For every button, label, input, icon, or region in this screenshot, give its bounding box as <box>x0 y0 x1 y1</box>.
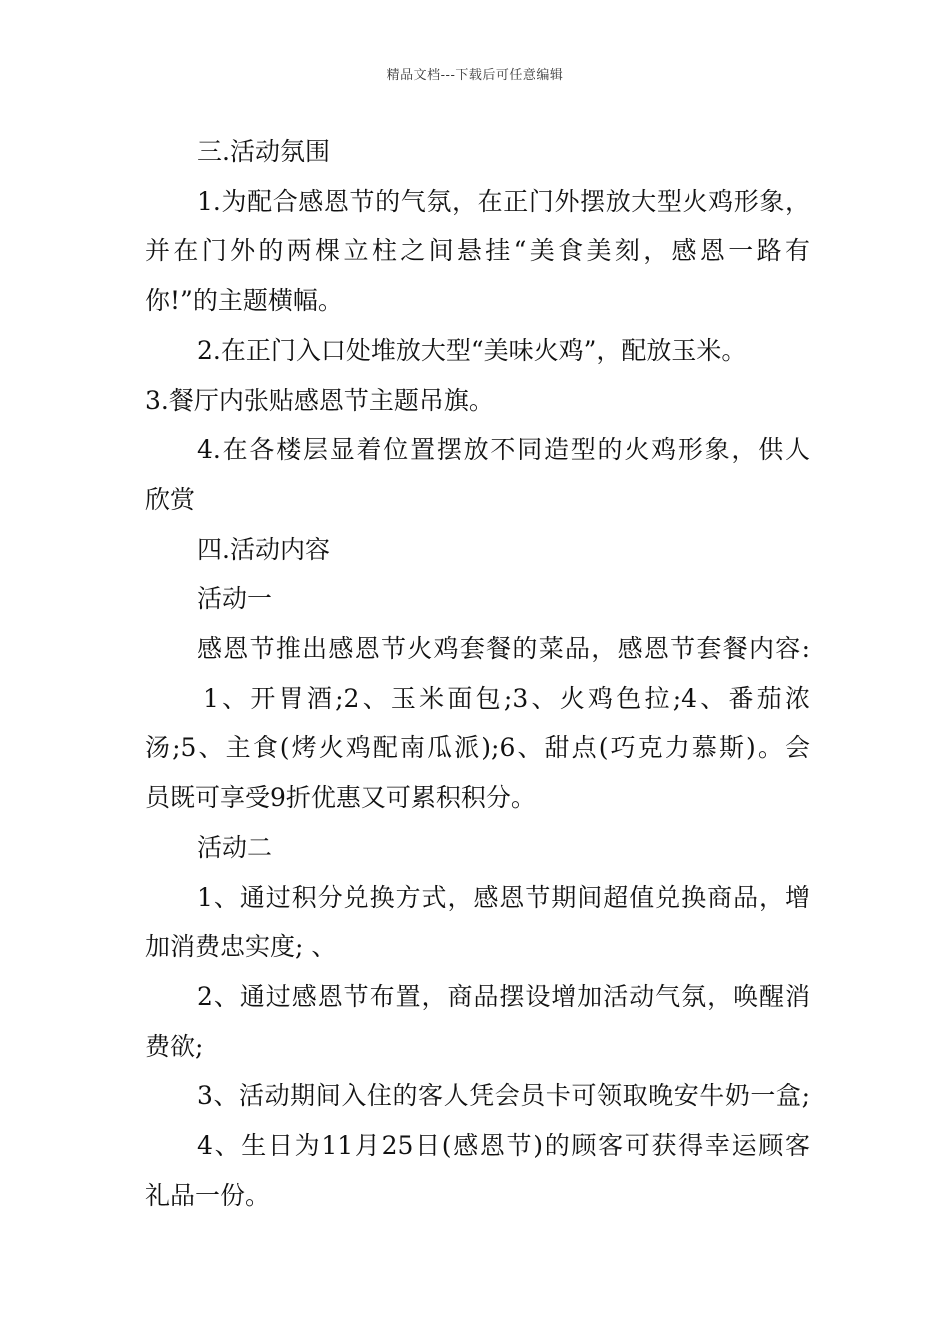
document-body <box>145 127 810 1220</box>
paragraph-line: 并在门外的两棵立柱之间悬挂“美食美刻，感恩一路有 <box>145 236 810 266</box>
page-header: 精品文档---下载后可任意编辑 <box>386 68 564 83</box>
activity-heading-2: 活动二 <box>197 832 273 862</box>
paragraph-line: 礼品一份。 <box>145 1180 271 1210</box>
paragraph-line: 1、开胃酒;2、玉米面包;3、火鸡色拉;4、番茄浓 <box>203 683 810 713</box>
paragraph-line: 你!”的主题横幅。 <box>145 286 343 316</box>
paragraph-line: 2、通过感恩节布置，商品摆设增加活动气氛，唤醒消 <box>197 981 810 1011</box>
paragraph-line: 2.在正门入口处堆放大型“美味火鸡”，配放玉米。 <box>197 335 747 365</box>
section-heading-3: 三.活动氛围 <box>197 137 330 166</box>
paragraph-line: 4、生日为11月25日(感恩节)的顾客可获得幸运顾客 <box>197 1131 810 1161</box>
paragraph-line: 感恩节推出感恩节火鸡套餐的菜品，感恩节套餐内容: <box>197 634 810 664</box>
paragraph-line: 3、活动期间入住的客人凭会员卡可领取晚安牛奶一盒; <box>197 1081 810 1111</box>
paragraph-line: 员既可享受9折优惠又可累积积分。 <box>145 783 536 813</box>
paragraph-line: 4.在各楼层显着位置摆放不同造型的火鸡形象，供人 <box>197 435 810 465</box>
section-heading-4: 四.活动内容 <box>197 534 330 564</box>
activity-heading-1: 活动一 <box>197 584 273 614</box>
paragraph-line: 1、通过积分兑换方式，感恩节期间超值兑换商品，增 <box>197 882 810 912</box>
paragraph-line: 欣赏 <box>145 484 196 514</box>
paragraph-line: 费欲; <box>145 1031 204 1061</box>
paragraph-line: 1.为配合感恩节的气氛，在正门外摆放大型火鸡形象， <box>197 186 810 216</box>
paragraph-line: 加消费忠实度; 、 <box>145 932 337 962</box>
paragraph-line: 汤;5、主食(烤火鸡配南瓜派);6、甜点(巧克力慕斯)。会 <box>145 733 810 763</box>
paragraph-line: 3.餐厅内张贴感恩节主题吊旗。 <box>145 385 494 415</box>
